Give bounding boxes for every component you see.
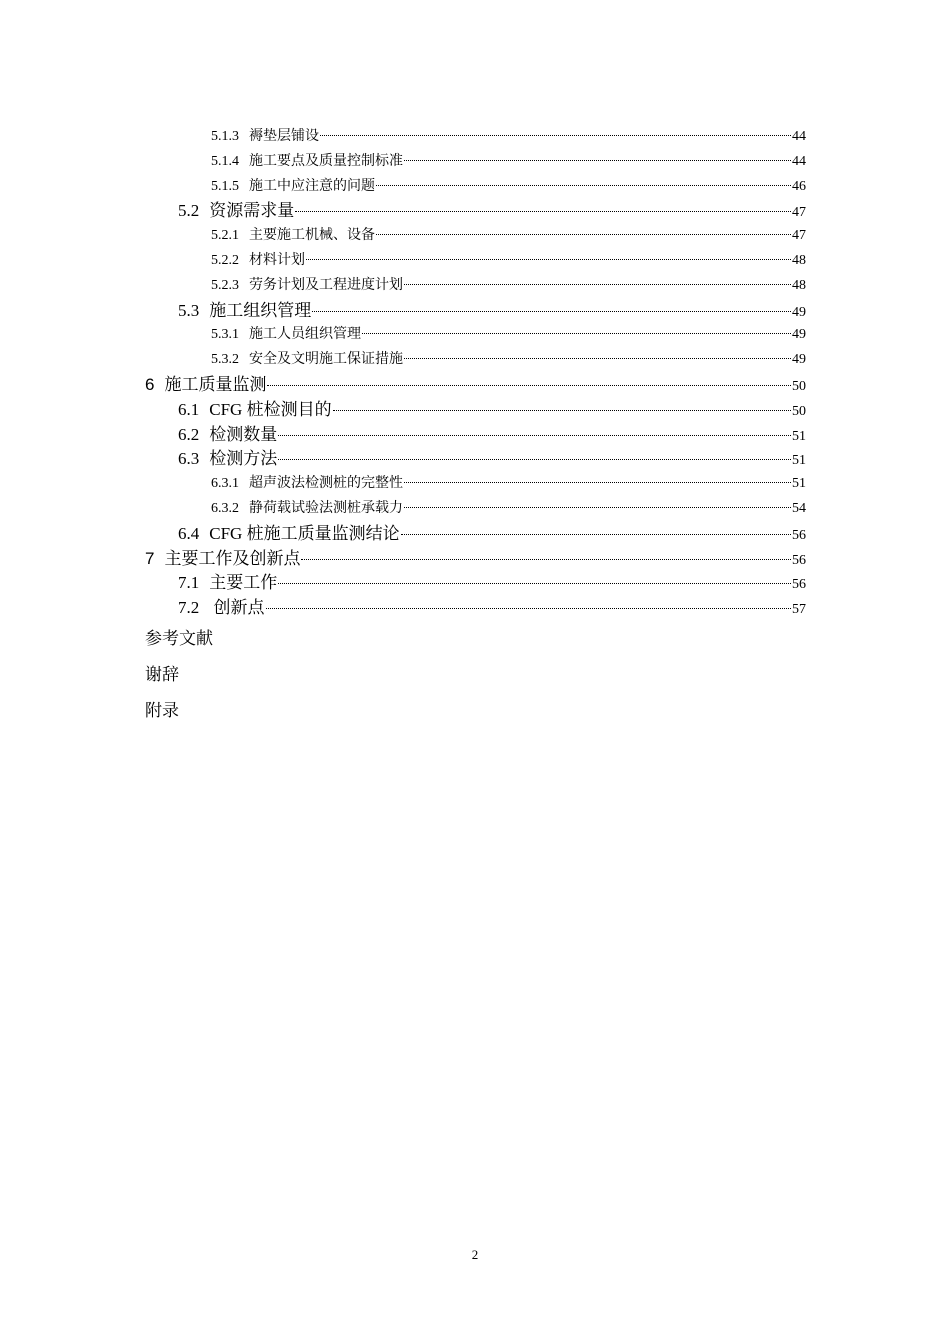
toc-entry-label: 材料计划: [249, 252, 305, 268]
toc-entry-number: 5.2: [178, 201, 200, 221]
dot-leader: [306, 259, 791, 260]
toc-entry-label: 资源需求量: [209, 201, 295, 221]
toc-entry-title: [145, 373, 266, 398]
toc-entry[interactable]: [145, 199, 806, 224]
toc-entry-label: 主要工作及创新点: [164, 548, 301, 568]
toc-entry-page: 47: [792, 228, 806, 244]
toc-entry[interactable]: [145, 249, 806, 274]
toc-entry-page: 44: [792, 153, 806, 169]
toc-entry-page: 47: [792, 205, 806, 221]
toc-entry-title: [178, 571, 277, 596]
table-of-contents: [145, 125, 806, 729]
toc-entry-page: 50: [792, 378, 806, 394]
toc-entry-label: 安全及文明施工保证措施: [249, 352, 403, 368]
toc-entry[interactable]: [145, 472, 806, 497]
toc-entry-label: CFG 桩施工质量监测结论: [209, 523, 400, 543]
toc-entry[interactable]: [145, 571, 806, 596]
toc-entry-number: 5.2.1: [211, 228, 239, 244]
toc-item-references[interactable]: 参考文献: [145, 628, 213, 648]
toc-entry-number: 6.2: [178, 424, 200, 444]
dot-leader: [404, 284, 791, 285]
toc-entry-label: 检测数量: [209, 424, 278, 444]
toc-entry-label: 施工中应注意的问题: [249, 178, 375, 194]
dot-leader: [401, 534, 791, 535]
toc-entry-page: 56: [792, 552, 806, 568]
toc-entry-label: 超声波法检测桩的完整性: [249, 476, 403, 492]
toc-entries: [145, 125, 806, 621]
toc-entry[interactable]: [145, 447, 806, 472]
toc-entry-number: 5.2.3: [211, 277, 239, 293]
toc-entry-title: [145, 547, 300, 572]
toc-entry-page: 54: [792, 500, 806, 516]
toc-entry-page: 51: [792, 428, 806, 444]
toc-entry-page: 49: [792, 304, 806, 320]
toc-entry-number: 6.4: [178, 523, 200, 543]
toc-entry-title: [211, 125, 319, 150]
toc-entry-page: 50: [792, 403, 806, 419]
toc-entry[interactable]: [145, 299, 806, 324]
toc-entry-label: 检测方法: [209, 449, 278, 469]
toc-entry[interactable]: [145, 373, 806, 398]
dot-leader: [376, 234, 791, 235]
toc-entry-title: [211, 249, 305, 274]
dot-leader: [362, 333, 791, 334]
toc-entry[interactable]: [145, 175, 806, 200]
toc-entry-title: [178, 596, 265, 621]
toc-entry-number: 7.2: [178, 598, 200, 618]
dot-leader: [312, 311, 791, 312]
toc-entry[interactable]: [145, 274, 806, 299]
toc-entry-number: 7: [145, 548, 155, 568]
toc-entry-title: [211, 150, 403, 175]
dot-leader: [404, 507, 791, 508]
toc-entry[interactable]: [145, 348, 806, 373]
toc-entry-number: 6.3.1: [211, 476, 239, 492]
toc-entry-label: 劳务计划及工程进度计划: [249, 277, 403, 293]
toc-entry-title: [178, 199, 294, 224]
toc-entry-page: 51: [792, 453, 806, 469]
toc-entry-number: 6: [145, 374, 155, 394]
dot-leader: [320, 135, 791, 136]
toc-entry-title: [178, 522, 400, 547]
dot-leader: [376, 185, 791, 186]
toc-entry-number: 5.3.2: [211, 352, 239, 368]
toc-entry-page: 57: [792, 602, 806, 618]
toc-entry-label: 施工要点及质量控制标准: [249, 153, 403, 169]
toc-entry-number: 6.3: [178, 449, 200, 469]
toc-entry-number: 5.3.1: [211, 327, 239, 343]
toc-entry-title: [178, 447, 277, 472]
dot-leader: [404, 358, 791, 359]
toc-entry-page: 51: [792, 476, 806, 492]
toc-entry-title: [178, 423, 277, 448]
page-number: 2: [471, 1247, 479, 1262]
toc-entry-page: 56: [792, 577, 806, 593]
dot-leader: [278, 583, 791, 584]
dot-leader: [295, 211, 791, 212]
toc-entry-title: [178, 398, 332, 423]
toc-entry-number: 5.1.3: [211, 129, 239, 144]
toc-entry-page: 48: [792, 252, 806, 268]
toc-entry-label: 主要工作: [209, 573, 278, 593]
toc-entry-page: 46: [792, 178, 806, 194]
toc-entry[interactable]: [145, 497, 806, 522]
toc-item-acknowledgements[interactable]: 谢辞: [145, 664, 179, 684]
toc-entry-label: 主要施工机械、设备: [249, 228, 375, 244]
toc-entry-title: [211, 323, 361, 348]
toc-entry-label: 施工人员组织管理: [249, 327, 361, 343]
dot-leader: [404, 160, 791, 161]
toc-entry-label: CFG 桩检测目的: [209, 399, 332, 419]
toc-entry[interactable]: [145, 547, 806, 572]
toc-entry-number: 5.1.4: [211, 153, 239, 169]
toc-entry-page: 49: [792, 352, 806, 368]
toc-entry-number: 7.1: [178, 573, 200, 593]
toc-entry-title: [211, 348, 403, 373]
toc-entry[interactable]: [145, 224, 806, 249]
toc-entry-number: 6.1: [178, 399, 200, 419]
toc-entry[interactable]: [145, 522, 806, 547]
toc-entry-label: 褥垫层铺设: [249, 129, 319, 144]
toc-entry-label: 静荷载试验法测桩承载力: [249, 500, 403, 516]
toc-entry-page: 48: [792, 277, 806, 293]
toc-entry-title: [211, 274, 403, 299]
toc-item-appendix[interactable]: 附录: [145, 700, 179, 720]
toc-entry-number: 5.1.5: [211, 178, 239, 194]
toc-entry-label: 施工质量监测: [164, 374, 267, 394]
toc-entry-title: [211, 175, 375, 200]
toc-entry-page: 56: [792, 527, 806, 543]
toc-entry[interactable]: [145, 150, 806, 175]
toc-entry-number: 6.3.2: [211, 500, 239, 516]
toc-entry[interactable]: [145, 323, 806, 348]
dot-leader: [267, 385, 791, 386]
toc-entry-title: [178, 299, 311, 324]
toc-entry-number: 5.3: [178, 300, 200, 320]
toc-entry-page: 49: [792, 327, 806, 343]
toc-entry-number: 5.2.2: [211, 252, 239, 268]
toc-entry-title: [211, 497, 403, 522]
dot-leader: [333, 410, 791, 411]
dot-leader: [266, 608, 792, 609]
dot-leader: [278, 459, 791, 460]
toc-entry[interactable]: [145, 596, 806, 621]
dot-leader: [278, 435, 791, 436]
toc-entry-label: 施工组织管理: [209, 300, 312, 320]
dot-leader: [301, 559, 791, 560]
back-matter: [145, 621, 806, 729]
toc-entry-title: [211, 224, 375, 249]
toc-entry-title: [211, 472, 403, 497]
toc-entry[interactable]: [145, 125, 806, 150]
toc-entry[interactable]: [145, 398, 806, 423]
toc-entry[interactable]: [145, 423, 806, 448]
dot-leader: [404, 482, 791, 483]
toc-entry-page: 44: [792, 129, 806, 144]
toc-entry-label: 创新点: [209, 598, 265, 618]
